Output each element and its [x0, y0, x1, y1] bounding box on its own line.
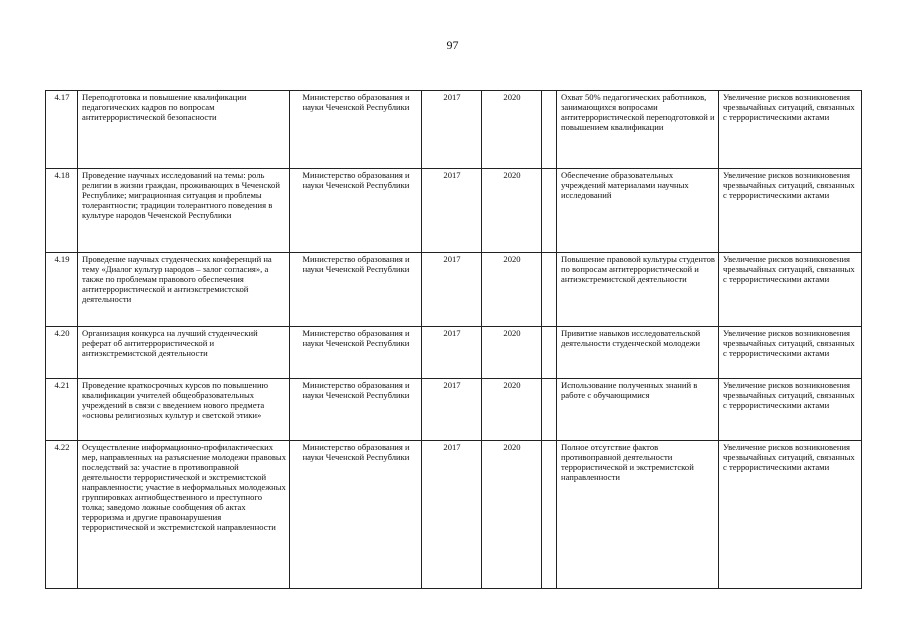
- responsible-cell: Министерство образования и науки Чеченской Республики: [290, 327, 422, 379]
- end-year-cell: 2020: [482, 379, 542, 441]
- risk-cell: Увеличение рисков возникновения чрезвычайных ситуаций, связанных с террористическими актами: [719, 379, 862, 441]
- row-number: 4.18: [46, 169, 78, 253]
- row-number: 4.19: [46, 253, 78, 327]
- row-number: 4.21: [46, 379, 78, 441]
- start-year-cell: 2017: [422, 441, 482, 589]
- table-row: [46, 379, 862, 441]
- row-number: 4.17: [46, 91, 78, 169]
- start-year-cell: 2017: [422, 379, 482, 441]
- result-cell: Использование полученных знаний в работе с обучающимися: [557, 379, 719, 441]
- activity-cell: Проведение научных студенческих конференций на тему «Диалог культур народов – залог согласия», а также по проблемам правового обеспечения антитеррористической и антиэкстремистской деятельности: [78, 253, 290, 327]
- risk-cell: Увеличение рисков возникновения чрезвычайных ситуаций, связанных с террористическими актами: [719, 441, 862, 589]
- table-row: [46, 253, 862, 327]
- risk-cell: Увеличение рисков возникновения чрезвычайных ситуаций, связанных с террористическими актами: [719, 91, 862, 169]
- start-year-cell: 2017: [422, 169, 482, 253]
- table-row: [46, 327, 862, 379]
- activity-cell: Проведение научных исследований на темы: роль религии в жизни граждан, проживающих в Чеченской Республике; миграционная ситуация и проблемы толерантности; традиции толерантного поведения в культуре народов Чеченской Республики: [78, 169, 290, 253]
- activity-cell: Переподготовка и повышение квалификации педагогических кадров по вопросам антитеррористической безопасности: [78, 91, 290, 169]
- empty-cell: [542, 441, 557, 589]
- start-year-cell: 2017: [422, 327, 482, 379]
- result-cell: Полное отсутствие фактов противоправной деятельности террористической и экстремистской направленности: [557, 441, 719, 589]
- end-year-cell: 2020: [482, 253, 542, 327]
- activity-cell: Осуществление информационно-профилактических мер, направленных на разъяснение молодежи правовых последствий за: участие в противоправной деятельности террористической и экстремистской направленности; участие в неформальных молодежных группировках антиобщественного и преступного толка; заведомо ложные сообщения об актах терроризма и другие правонарушения террористической и экстремистской направленности: [78, 441, 290, 589]
- activity-cell: Организация конкурса на лучший студенческий реферат об антитеррористической и антиэкстремистской деятельности: [78, 327, 290, 379]
- end-year-cell: 2020: [482, 91, 542, 169]
- end-year-cell: 2020: [482, 441, 542, 589]
- empty-cell: [542, 91, 557, 169]
- empty-cell: [542, 327, 557, 379]
- result-cell: Охват 50% педагогических работников, занимающихся вопросами антитеррористической переподготовкой и повышением квалификации: [557, 91, 719, 169]
- empty-cell: [542, 169, 557, 253]
- empty-cell: [542, 379, 557, 441]
- responsible-cell: Министерство образования и науки Чеченской Республики: [290, 441, 422, 589]
- row-number: 4.22: [46, 441, 78, 589]
- result-cell: Обеспечение образовательных учреждений материалами научных исследований: [557, 169, 719, 253]
- risk-cell: Увеличение рисков возникновения чрезвычайных ситуаций, связанных с террористическими актами: [719, 253, 862, 327]
- start-year-cell: 2017: [422, 91, 482, 169]
- responsible-cell: Министерство образования и науки Чеченской Республики: [290, 253, 422, 327]
- empty-cell: [542, 253, 557, 327]
- table-row: [46, 91, 862, 169]
- result-cell: Повышение правовой культуры студентов по вопросам антитеррористической и антиэкстремистской деятельности: [557, 253, 719, 327]
- risk-cell: Увеличение рисков возникновения чрезвычайных ситуаций, связанных с террористическими актами: [719, 169, 862, 253]
- start-year-cell: 2017: [422, 253, 482, 327]
- table-row: [46, 169, 862, 253]
- activity-cell: Проведение краткосрочных курсов по повышению квалификации учителей общеобразовательных учреждений в связи с введением нового предмета «основы религиозных культур и светской этики»: [78, 379, 290, 441]
- end-year-cell: 2020: [482, 169, 542, 253]
- result-cell: Привитие навыков исследовательской деятельности студенческой молодежи: [557, 327, 719, 379]
- row-number: 4.20: [46, 327, 78, 379]
- responsible-cell: Министерство образования и науки Чеченской Республики: [290, 91, 422, 169]
- responsible-cell: Министерство образования и науки Чеченской Республики: [290, 169, 422, 253]
- page-number: 97: [446, 38, 459, 52]
- table-row: [46, 441, 862, 589]
- end-year-cell: 2020: [482, 327, 542, 379]
- responsible-cell: Министерство образования и науки Чеченской Республики: [290, 379, 422, 441]
- risk-cell: Увеличение рисков возникновения чрезвычайных ситуаций, связанных с террористическими актами: [719, 327, 862, 379]
- measures-table: [45, 90, 862, 589]
